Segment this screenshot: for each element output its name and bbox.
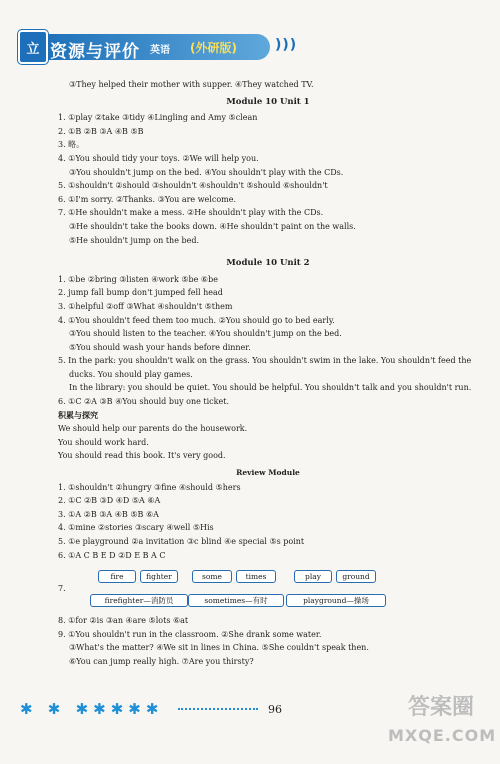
answer-line: 1. ①be ②bring ③listen ④work ⑤be ⑥be xyxy=(58,274,218,284)
word-box: sometimes—有时 xyxy=(188,594,284,607)
answer-line: 3. ①helpful ②off ③What ④shouldn't ⑤them xyxy=(58,301,233,311)
answer-line: 3. ①A ②B ③A ④B ⑤B ⑥A xyxy=(58,509,159,519)
watermark xyxy=(388,694,497,754)
answer-line: 6. ①C ②A ③B ④You should buy one ticket. xyxy=(58,397,229,407)
answer-line: 9. ①You shouldn't run in the classroom. ②She drank some water. xyxy=(58,629,322,639)
word-box-diagram xyxy=(58,564,478,612)
watermark-url: MXQE.COM xyxy=(388,726,497,745)
word-box: play xyxy=(294,570,332,583)
answer-line: ③You should listen to the teacher. ④You shouldn't jump on the bed. xyxy=(69,329,342,339)
answer-line: ⑤You should wash your hands before dinner. xyxy=(69,342,251,352)
word-box: fighter xyxy=(140,570,178,583)
answer-line: 1. ①play ②take ③tidy ④Lingling and Amy ⑤clean xyxy=(58,113,258,123)
page-number: 96 xyxy=(268,703,282,716)
word-box: fire xyxy=(98,570,136,583)
star-decoration-icon: ✱ ✱ ✱✱✱✱✱ xyxy=(20,700,164,718)
answer-line: You should work hard. xyxy=(58,437,149,447)
answer-line: 3. 略。 xyxy=(58,140,85,150)
answer-content xyxy=(58,78,478,669)
book-title: 资源与评价 xyxy=(50,42,140,62)
answer-line: 5. In the park: you shouldn't walk on the grass. You shouldn't swim in the lake. You shouldn't feed the ducks. You should play games. xyxy=(58,356,472,379)
subject-label: 英语 xyxy=(150,45,170,56)
section-heading-review: Review Module xyxy=(236,468,300,478)
answer-line: ③You shouldn't jump on the bed. ④You shouldn't play with the CDs. xyxy=(69,167,344,177)
answer-line: 2. jump fall bump don't jumped fell head xyxy=(58,288,223,298)
answer-line: 4. ①mine ②stories ③scary ④well ⑤His xyxy=(58,523,214,533)
word-box: times xyxy=(236,570,276,583)
answer-line: You should read this book. It's very good. xyxy=(58,451,226,461)
answer-line: We should help our parents do the housework. xyxy=(58,424,248,434)
dotted-divider xyxy=(178,708,258,710)
answer-line: 1. ①shouldn't ②hungry ③fine ④should ⑤hers xyxy=(58,482,241,492)
answer-line: 5. ①shouldn't ②should ③shouldn't ④shouldn't ⑤should ⑥shouldn't xyxy=(58,181,328,191)
section-heading-unit2: Module 10 Unit 2 xyxy=(226,258,310,269)
answer-line: 2. ①B ②B ③A ④B ⑤B xyxy=(58,126,144,136)
answer-line: 2. ①C ②B ③D ④D ⑤A ⑥A xyxy=(58,496,161,506)
answer-line: In the library: you should be quiet. You should be helpful. You shouldn't talk and you shouldn't run. xyxy=(69,383,472,393)
word-box: ground xyxy=(336,570,376,583)
answer-line: 5. ①e playground ②a invitation ③c blind ④e special ⑤s point xyxy=(58,537,305,546)
answer-line: 4. ①You should tidy your toys. ②We will help you. xyxy=(58,153,259,163)
answer-line: ⑤He shouldn't jump on the bed. xyxy=(69,235,199,245)
answer-line: 6. ①I'm sorry. ②Thanks. ③You are welcome. xyxy=(58,194,237,204)
section-heading-explore: 积累与探究 xyxy=(58,409,98,420)
answer-line: ③They helped their mother with supper. ④They watched TV. xyxy=(69,80,314,89)
answer-line: ③He shouldn't take the books down. ④He shouldn't paint on the walls. xyxy=(69,221,356,231)
edition-label: (外研版) xyxy=(190,41,237,55)
answer-line: ⑥You can jump really high. ⑦Are you thirsty? xyxy=(69,656,254,666)
answer-line: 8. ①for ②is ③an ④are ⑤lots ⑥at xyxy=(58,616,189,626)
chevrons-icon: ))) xyxy=(275,37,298,53)
word-box: some xyxy=(192,570,232,583)
answer-line: 4. ①You shouldn't feed them too much. ②You should go to bed early. xyxy=(58,315,335,325)
word-box: firefighter—消防员 xyxy=(90,594,188,607)
section-heading-unit1: Module 10 Unit 1 xyxy=(226,96,310,107)
word-box: playground—操场 xyxy=(286,594,386,607)
question-number: 7. xyxy=(58,584,66,594)
answer-line: 6. ①A C B E D ②D E B A C xyxy=(58,550,166,560)
book-logo-icon: 立 xyxy=(18,30,48,64)
watermark-text: 答案圈 xyxy=(407,695,474,720)
answer-line: 7. ①He shouldn't make a mess. ②He shouldn't play with the CDs. xyxy=(58,208,324,218)
answer-line: ③What's the matter? ④We sit in lines in China. ⑤She couldn't speak then. xyxy=(69,643,369,653)
page-header xyxy=(18,30,418,64)
